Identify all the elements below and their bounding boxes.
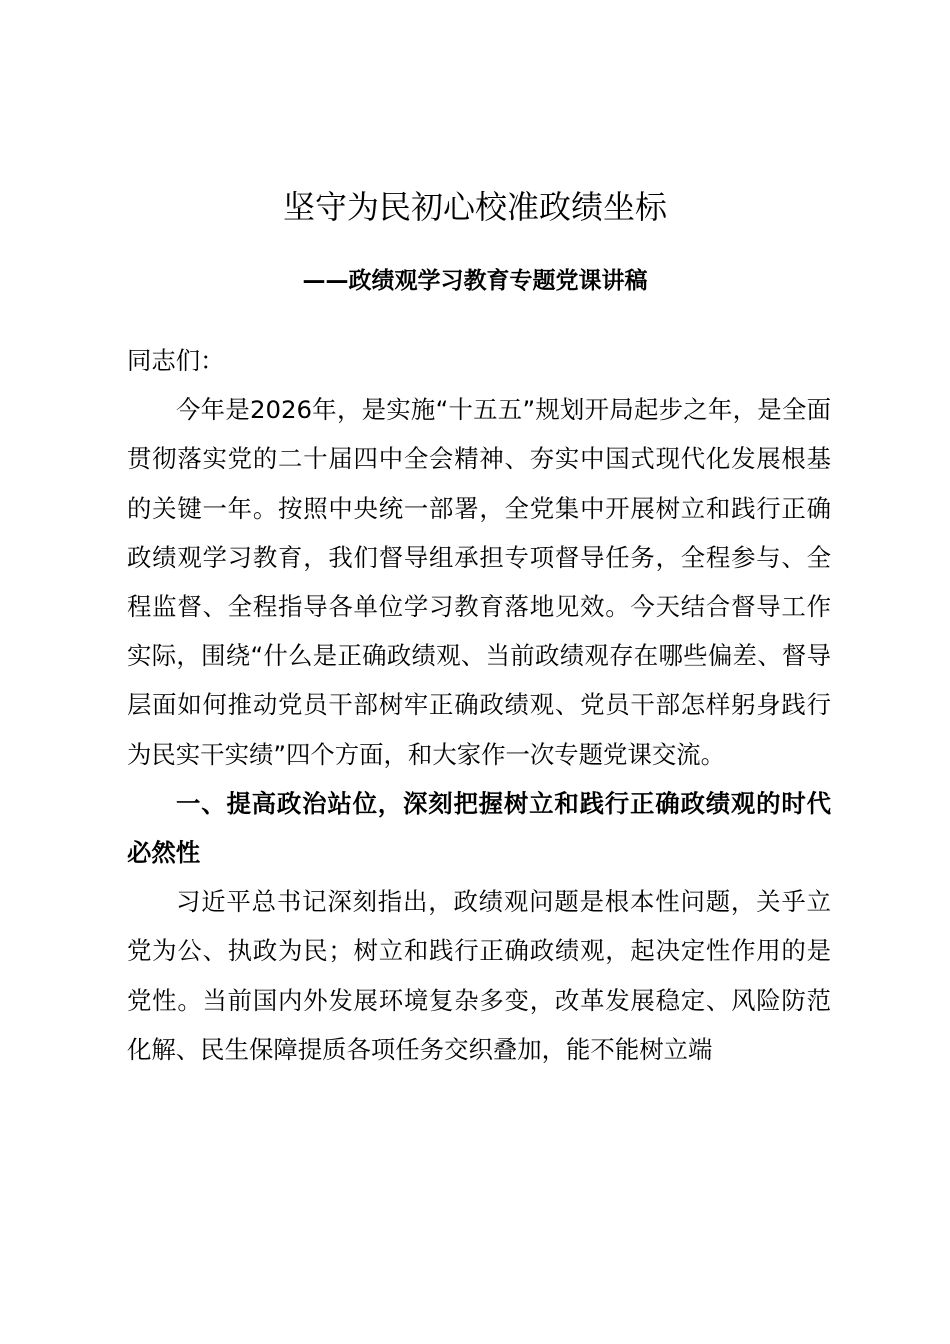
paragraph: 习近平总书记深刻指出，政绩观问题是根本性问题，关乎立党为公、执政为民；树立和践行正确政绩观，起决定性作用的是党性。当前国内外发展环境复杂多变，改革发展稳定、风险防范化解、民生保障提质各项任务交织叠加，能不能树立端 bbox=[127, 887, 831, 1064]
document-title: 坚守为民初心校准政绩坐标 bbox=[282, 188, 667, 226]
document-body bbox=[127, 336, 831, 1074]
document-subtitle: ——政绩观学习教育专题党课讲稿 bbox=[302, 268, 648, 294]
section-heading: 一、提高政治站位，深刻把握树立和践行正确政绩观的时代必然性 bbox=[127, 788, 831, 868]
paragraph: 今年是2026年，是实施“十五五”规划开局起步之年，是全面贯彻落实党的二十届四中全会精神、夯实中国式现代化发展根基的关键一年。按照中央统一部署，全党集中开展树立和践行正确政绩观学习教育，我们督导组承担专项督导任务，全程参与、全程监督、全程指导各单位学习教育落地见效。今天结合督导工作实际，围绕“什么是正确政绩观、当前政绩观存在哪些偏差、督导层面如何推动党员干部树牢正确政绩观、党员干部怎样躬身践行为民实干实绩”四个方面，和大家作一次专题党课交流。 bbox=[127, 395, 831, 769]
greeting: 同志们： bbox=[127, 346, 225, 375]
